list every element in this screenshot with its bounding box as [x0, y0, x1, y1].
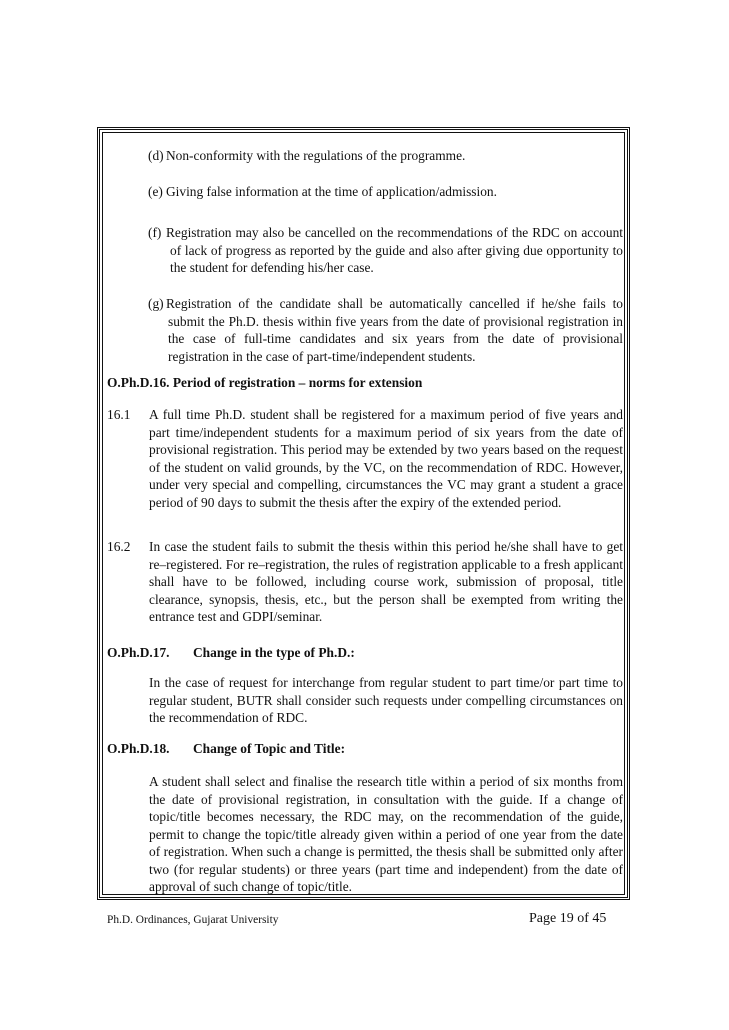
list-item-text: Registration may also be cancelled on the recommendations of the RDC on account of lack of progress as reported by the guide and also after giving due opportunity to the student for defending his/her case.: [166, 225, 623, 275]
list-item-label: (e): [148, 184, 163, 199]
clause-number: 16.2: [107, 539, 131, 554]
clause-text: In case the student fails to submit the thesis within this period he/she shall have to get re–registered. For re–registration, the rules of registration applicable to a fresh applicant shall have to be followed, including course work, submission of proposal, title clearance, synopsis, thesis, etc., but the person shall be exempted from writing the entrance test and GDPI/seminar.: [149, 539, 623, 624]
list-item-text: Registration of the candidate shall be automatically cancelled if he/she fails to submit the Ph.D. thesis within five years from the date of provisional registration in the case of full-time candidates and six years from the date of provisional registration in the case of part-time/independent students.: [166, 296, 623, 364]
clause-text: A full time Ph.D. student shall be registered for a maximum period of five years and part time/independent students for a maximum period of six years from the date of provisional registration. This period may be extended by two years based on the request of the student on valid grounds, by the VC, on the recommendation of RDC. However, under very special and compelling, circumstances the VC may grant a student a grace period of 90 days to submit the thesis after the expiry of the extended period.: [149, 407, 623, 510]
section-17-title: Change in the type of Ph.D.:: [193, 645, 355, 660]
footer-page-number: Page 19 of 45: [529, 911, 607, 926]
list-item-text: Giving false information at the time of application/admission.: [166, 184, 497, 199]
list-item-label: (g): [148, 296, 164, 311]
section-17-text: In the case of request for interchange from regular student to part time/or part time to regular student, BUTR shall consider such requests under compelling circumstances on the recommendation of RDC.: [149, 675, 623, 725]
section-16-heading: O.Ph.D.16. Period of registration – norms for extension: [107, 375, 423, 390]
section-18-text: A student shall select and finalise the research title within a period of six months from the date of provisional registration, in consultation with the guide. If a change of topic/title becomes necessary, the RDC may, on the recommendation of the guide, permit to change the topic/title already given within a period of one year from the date of registration. When such a change is permitted, the thesis shall be submitted only after two (for regular students) or three years (part time and independent) from the date of approval of such change of topic/title.: [149, 774, 623, 894]
list-item-text: Non-conformity with the regulations of the programme.: [166, 148, 466, 163]
list-item-label: (d): [148, 148, 164, 163]
clause-number: 16.1: [107, 407, 131, 422]
section-18-code: O.Ph.D.18.: [107, 741, 170, 756]
section-17-code: O.Ph.D.17.: [107, 645, 170, 660]
footer-document-title: Ph.D. Ordinances, Gujarat University: [107, 914, 279, 926]
list-item-label: (f): [148, 225, 162, 240]
section-18-title: Change of Topic and Title:: [193, 741, 346, 756]
